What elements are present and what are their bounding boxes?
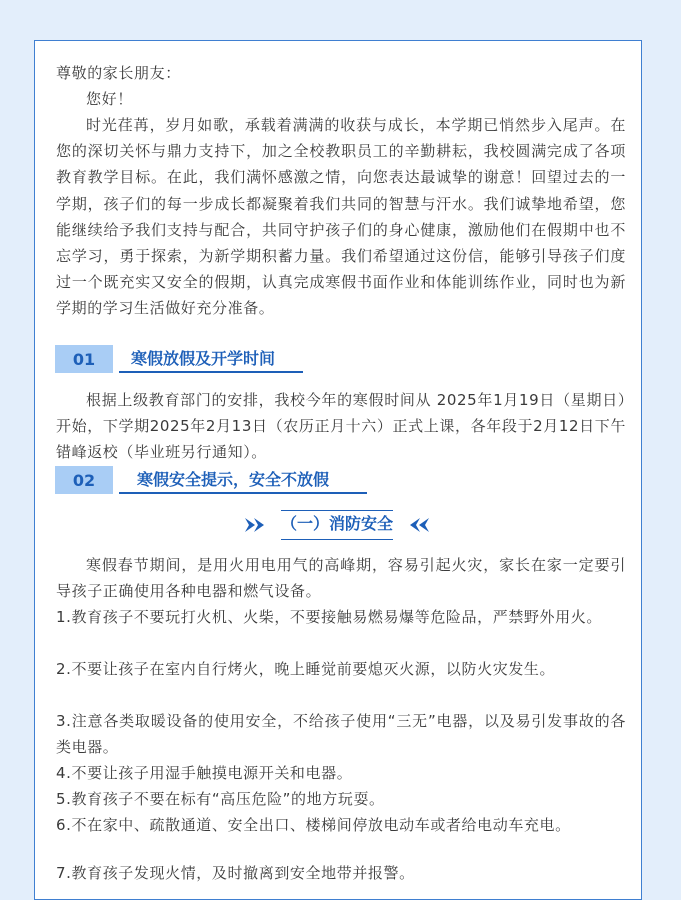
section-number: 02	[55, 466, 113, 494]
section-02-header	[55, 466, 375, 494]
fire-intro: 寒假春节期间，是用火用电用气的高峰期，容易引起火灾，家长在家一定要引导孩子正确使用各种电器和燃气设备。	[56, 556, 626, 601]
greeting: 尊敬的家长朋友：	[56, 64, 181, 82]
section-title: 寒假安全提示，安全不放假	[137, 470, 330, 489]
hello: 您好！	[86, 90, 133, 108]
fire-item-2: 2.不要让孩子在室内自行烤火，晚上睡觉前要熄灭火源，以防火灾发生。	[56, 660, 556, 678]
fire-item-3: 3.注意各类取暖设备的使用安全，不给孩子使用“三无”电器，以及易引发事故的各类电器。	[56, 712, 626, 757]
fire-item-5: 5.教育孩子不要在标有“高压危险”的地方玩耍。	[56, 790, 385, 808]
fire-item-6: 6.不在家中、疏散通道、安全出口、楼梯间停放电动车或者给电动车充电。	[56, 816, 571, 834]
section-underline	[119, 492, 367, 494]
section-number: 01	[55, 345, 113, 373]
intro-paragraph: 时光荏苒，岁月如歌，承载着满满的收获与成长，本学期已悄然步入尾声。在您的深切关怀与鼎力支持下，加之全校教职员工的辛勤耕耘，我校圆满完成了各项教育教学目标。在此，我们满怀感激之情，向您表达最诚挚的谢意！回望过去的一学期，孩子们的每一步成长都凝聚着我们共同的智慧与汗水。我们诚挚地希望，您能继续给予我们支持与配合，共同守护孩子们的身心健康，激励他们在假期中也不忘学习，勇于探索，为新学期积蓄力量。我们希望通过这份信，能够引导孩子们度过一个既充实又安全的假期，认真完成寒假书面作业和体能训练作业，同时也为新学期的学习生活做好充分准备。	[56, 116, 626, 318]
fire-item-4: 4.不要让孩子用湿手触摸电源开关和电器。	[56, 764, 353, 782]
holiday-paragraph: 根据上级教育部门的安排，我校今年的寒假时间从 2025年1月19日（星期日）开始，下学期2025年2月13日（农历正月十六）正式上课，各年段于2月12日下午错峰返校（毕业班另行通知）。	[56, 391, 626, 462]
fire-safety-heading	[243, 510, 431, 540]
section-01-header	[55, 345, 305, 373]
fire-item-7: 7.教育孩子发现火情，及时撤离到安全地带并报警。	[56, 864, 415, 882]
section-title: 寒假放假及开学时间	[131, 349, 276, 368]
section-underline	[119, 371, 303, 373]
fire-item-1: 1.教育孩子不要玩打火机、火柴，不要接触易燃易爆等危险品，严禁野外用火。	[56, 608, 602, 626]
double-chevron-left-icon	[405, 517, 431, 533]
heading-bottom-line	[281, 539, 393, 540]
fire-safety-title: （一）消防安全	[280, 514, 393, 533]
